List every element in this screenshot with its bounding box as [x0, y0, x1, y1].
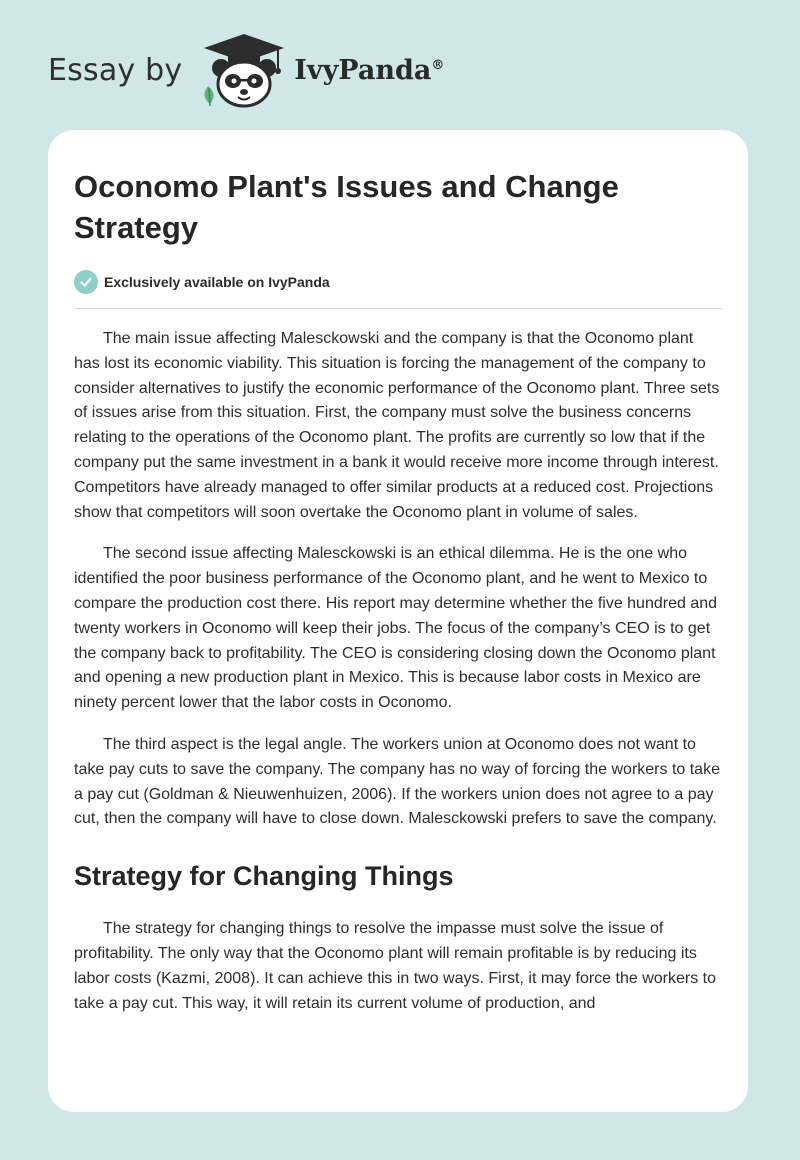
article-card: [48, 130, 748, 1112]
panda-logo-icon[interactable]: [198, 30, 290, 110]
section-paragraph: The strategy for changing things to resolve the impasse must solve the issue of profitability. The only way that the Oconomo plant will remain profitable is by reducing its labor costs (Kazmi, 2008). It can achieve this in two ways. First, it may force the workers to take a pay cut. This way, it will retain its current volume of production, and: [74, 920, 717, 1012]
paragraph-1: The main issue affecting Malesckowski and the company is that the Oconomo plant has lost its economic viability. This situation is forcing the management of the company to consider alternatives to justify the economic performance of the Oconomo plant. Three sets of issues arise from this situation. First, the company must solve the business concerns relating to the operations of the Oconomo plant. The profits are currently so low that if the company put the same investment in a bank it would receive more income through interest. Competitors have already managed to offer similar products at a reduced cost. Projections show that competitors will soon overtake the Oconomo plant in volume of sales.: [74, 330, 720, 521]
brand-prefix: Essay by: [48, 52, 183, 88]
brand-header: [48, 30, 444, 110]
divider: [74, 308, 722, 309]
article-title: Oconomo Plant's Issues and Change Strategy: [74, 169, 619, 245]
exclusive-label: Exclusively available on IvyPanda: [104, 274, 330, 290]
exclusive-badge: [74, 270, 722, 294]
paragraph-3: The third aspect is the legal angle. The workers union at Oconomo does not want to take pay cuts to save the company. The company has no way of forcing the workers to take a pay cut (Goldman & Nieuwenhuizen, 2006). If the workers union does not agree to a pay cut, then the company will have to close down. Malesckowski prefers to save the company.: [74, 735, 720, 828]
section-heading: Strategy for Changing Things: [74, 861, 454, 892]
brand-name[interactable]: IvyPanda®: [294, 54, 445, 86]
paragraph-2: The second issue affecting Malesckowski is an ethical dilemma. He is the one who identified the poor business performance of the Oconomo plant, and he went to Mexico to compare the production cost there. His report may determine whether the five hundred and twenty workers in Oconomo will keep their jobs. The focus of the company’s CEO is to get the company back to profitability. The CEO is considering closing down the Oconomo plant and opening a new production plant in Mexico. This is because labor costs in Mexico are ninety percent lower that the labor costs in Oconomo.: [74, 545, 718, 712]
check-icon: [74, 270, 98, 294]
